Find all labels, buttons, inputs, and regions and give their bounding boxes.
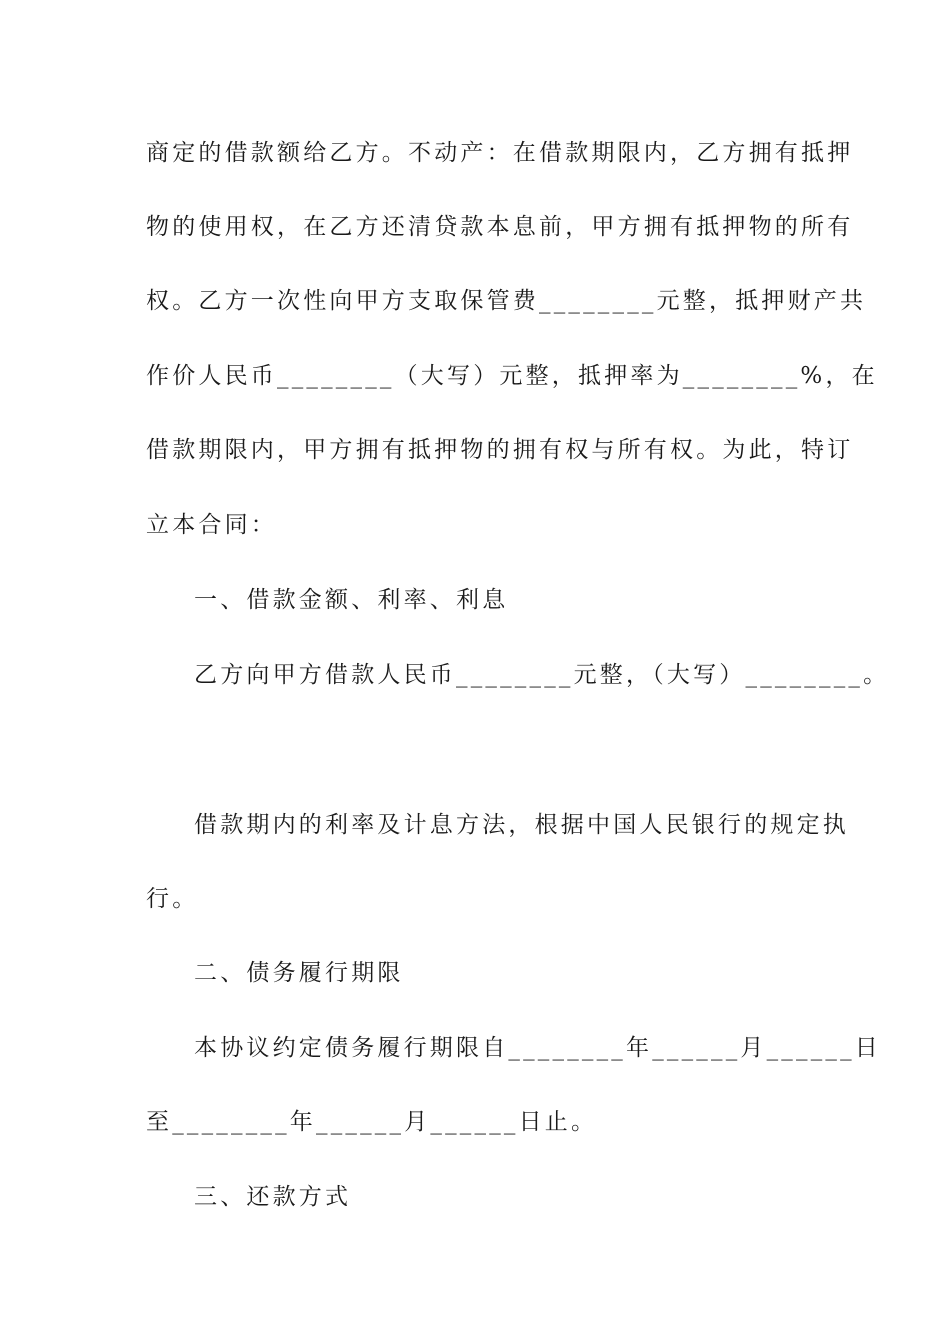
section-heading: 二、债务履行期限 [194, 960, 404, 986]
paragraph-line: 权。乙方一次性向甲方支取保管费________元整，抵押财产共 [146, 288, 867, 314]
paragraph-line: 作价人民币________（大写）元整，抵押率为________%，在 [146, 363, 878, 389]
paragraph-line: 借款期内的利率及计息方法，根据中国人民银行的规定执 [194, 812, 849, 838]
paragraph-line: 商定的借款额给乙方。不动产：在借款期限内，乙方拥有抵押 [146, 140, 854, 166]
paragraph-line: 行。 [146, 886, 199, 912]
section-heading: 三、还款方式 [194, 1184, 352, 1210]
paragraph-line: 立本合同： [146, 512, 277, 538]
paragraph-line: 乙方向甲方借款人民币________元整，（大写）________。 [194, 662, 890, 688]
paragraph-line: 物的使用权，在乙方还清贷款本息前，甲方拥有抵押物的所有 [146, 214, 854, 240]
paragraph-line: 本协议约定债务履行期限自________年______月______日 [194, 1035, 881, 1061]
paragraph-line: 借款期限内，甲方拥有抵押物的拥有权与所有权。为此，特订 [146, 437, 854, 463]
section-heading: 一、借款金额、利率、利息 [194, 587, 509, 613]
paragraph-line: 至________年______月______日止。 [146, 1109, 598, 1135]
